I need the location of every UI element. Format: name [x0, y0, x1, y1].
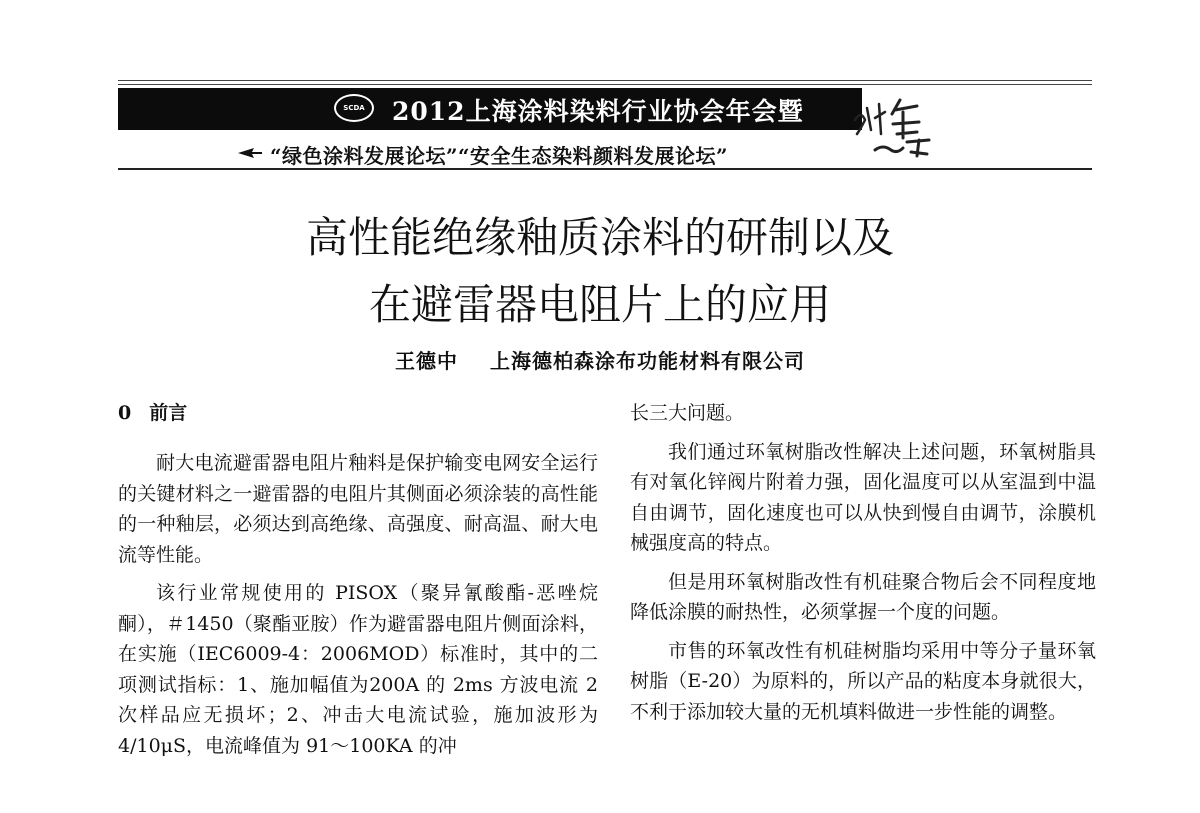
left-column	[118, 398, 598, 769]
paragraph: 但是用环氧树脂改性有机硅聚合物后会不同程度地降低涂膜的耐热性，必须掌握一个度的问题。	[630, 570, 1096, 623]
association-logo-icon: SCDA	[334, 94, 374, 122]
handwritten-forum-mark	[845, 90, 955, 165]
paper-title-line-1: 高性能绝缘釉质涂料的研制以及	[305, 213, 894, 262]
section-title: 前言	[149, 402, 188, 424]
right-column	[630, 398, 1096, 735]
header-top-rule	[118, 80, 1092, 81]
section-number: 0	[118, 402, 132, 424]
forum-subtitle: “绿色涂料发展论坛”“安全生态染料颜料发展论坛”	[270, 144, 729, 168]
header-top-rule-2	[118, 84, 1092, 85]
paragraph: 市售的环氧改性有机硅树脂均采用中等分子量环氧树脂（E-20）为原料的，所以产品的粘度本身就很大，不利于添加较大量的无机填料做进一步性能的调整。	[630, 639, 1096, 723]
bullet-arrow-icon	[238, 147, 264, 159]
paragraph: 耐大电流避雷器电阻片釉料是保护输变电网安全运行的关键材料之一避雷器的电阻片其侧面必须涂装的高性能的一种釉层，必须达到高绝缘、高强度、耐高温、耐大电流等性能。	[118, 452, 598, 566]
paragraph: 我们通过环氧树脂改性解决上述问题，环氧树脂具有对氧化锌阀片附着力强，固化温度可以从室温到中温自由调节，固化速度也可以从快到慢自由调节，涂膜机械强度高的特点。	[630, 440, 1096, 554]
conference-banner	[118, 88, 862, 130]
paper-title-line-2: 在避雷器电阻片上的应用	[368, 280, 831, 329]
author-name: 王德中	[395, 349, 459, 373]
paragraph-continued: 长三大问题。	[630, 402, 745, 424]
paragraph: 该行业常规使用的 PISOX（聚异氰酸酯-恶唑烷酮），＃1450（聚酯亚胺）作为避雷器电阻片侧面涂料，在实施（IEC6009-4：2006MOD）标准时，其中的二项测试指标：1、施加幅值为200A 的 2ms 方波电流 2 次样品应无损坏；2、冲击大电流试验，施加波形为 4/10μS，电流峰值为 91～100KA 的冲	[118, 582, 598, 757]
author-affiliation: 上海德柏森涂布功能材料有限公司	[489, 349, 805, 373]
byline	[0, 345, 1200, 374]
section-heading	[118, 398, 598, 428]
banner-title: 2012上海涂料染料行业协会年会暨	[392, 97, 804, 126]
